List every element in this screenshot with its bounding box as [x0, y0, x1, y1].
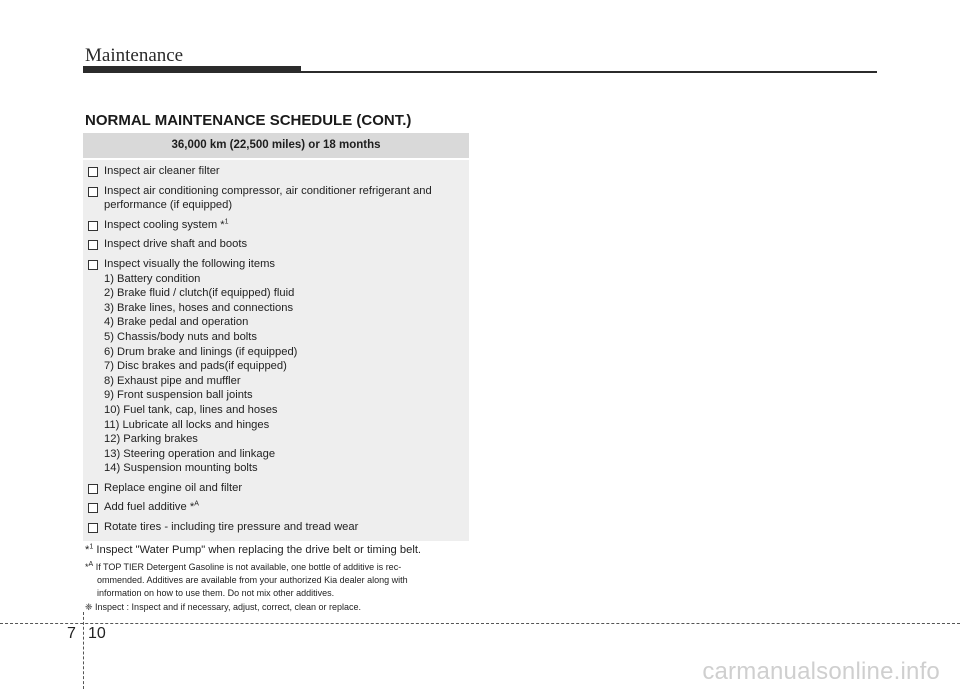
section-title: Maintenance: [85, 45, 184, 66]
checkbox-icon: [88, 167, 98, 177]
checkbox-icon: [88, 240, 98, 250]
visual-item: 7) Disc brakes and pads(if equipped): [104, 360, 287, 373]
watermark: carmanualsonline.info: [702, 658, 940, 685]
list-item: Replace engine oil and filter: [88, 481, 463, 496]
visual-item: 6) Drum brake and linings (if equipped): [104, 345, 298, 358]
visual-item: 2) Brake fluid / clutch(if equipped) fluid: [104, 287, 295, 300]
visual-item: 4) Brake pedal and operation: [104, 316, 249, 329]
visual-item: 9) Front suspension ball joints: [104, 389, 253, 402]
checkbox-icon: [88, 187, 98, 197]
visual-item: 14) Suspension mounting bolts: [104, 462, 258, 475]
inspect-note: ❈ Inspect : Inspect and if necessary, adjust, correct, clean or replace.: [85, 602, 362, 612]
list-item: Inspect drive shaft and boots: [88, 237, 463, 252]
footnote-1: *$^1$ Inspect "Water Pump" when replacing the drive belt or timing belt.: [85, 543, 422, 556]
footnote-a: *$^A$ If TOP TIER Detergent Gasoline is not available, one bottle of additive is rec- ommended. Additives are available from your authorized Kia dealer along with information on how to use them. Do not mix other additives.: [85, 561, 408, 598]
page-number: 10: [88, 625, 106, 642]
header-rule-thin: [301, 71, 877, 73]
checkbox-icon: [88, 221, 98, 231]
visual-item: 13) Steering operation and linkage: [104, 447, 276, 460]
footnote-mark: 1: [224, 218, 229, 226]
visual-item: 10) Fuel tank, cap, lines and hoses: [104, 403, 278, 416]
list-item: Inspect air conditioning compressor, air conditioner refrigerant and performance (if equipped): [88, 184, 463, 213]
visual-item: 12) Parking brakes: [104, 433, 198, 446]
chapter-number: 7: [67, 625, 76, 642]
page-title: NORMAL MAINTENANCE SCHEDULE (CONT.): [85, 112, 412, 129]
checkbox-icon: [88, 260, 98, 270]
list-item: Add fuel additive *$^A$: [88, 500, 463, 515]
visual-item: 8) Exhaust pipe and muffler: [104, 374, 241, 387]
list-item: Inspect cooling system *$^1$: [88, 218, 463, 233]
visual-item: 1) Battery condition: [104, 272, 201, 285]
footnote-mark: A: [194, 500, 199, 508]
visual-item: 3) Brake lines, hoses and connections: [104, 301, 294, 314]
checkbox-icon: [88, 484, 98, 494]
visual-item: 11) Lubricate all locks and hinges: [104, 418, 270, 431]
list-item: Inspect visually the following items 1) Battery condition 2) Brake fluid / clutch(if equipped) fluid 3) Brake lines, hoses and connections 4) Brake pedal and operation 5) Chassis/body nuts and bolts 6) Drum brake and linings (if equipped) 7) Disc brakes and pads(if equipped) 8) Exhaust pipe and muffler 9) Front suspension ball joints 10) Fuel tank, cap, lines and hoses 11) Lubricate all locks and hinges 12) Parking brakes 13) Steering operation and linkage 14) Suspension mounting bolts: [88, 257, 463, 476]
visual-item: 5) Chassis/body nuts and bolts: [104, 330, 257, 343]
list-item: Rotate tires - including tire pressure and tread wear: [88, 520, 463, 535]
checkbox-icon: [88, 523, 98, 533]
checkbox-icon: [88, 503, 98, 513]
header-rule-thick: [83, 66, 301, 73]
schedule-body: [83, 158, 469, 541]
schedule-table: [83, 133, 469, 541]
list-item: Inspect air cleaner filter: [88, 164, 463, 179]
schedule-interval-header: 36,000 km (22,500 miles) or 18 months: [83, 133, 469, 158]
footer-vertical-divider: [83, 612, 84, 689]
footer-divider: [0, 623, 960, 624]
